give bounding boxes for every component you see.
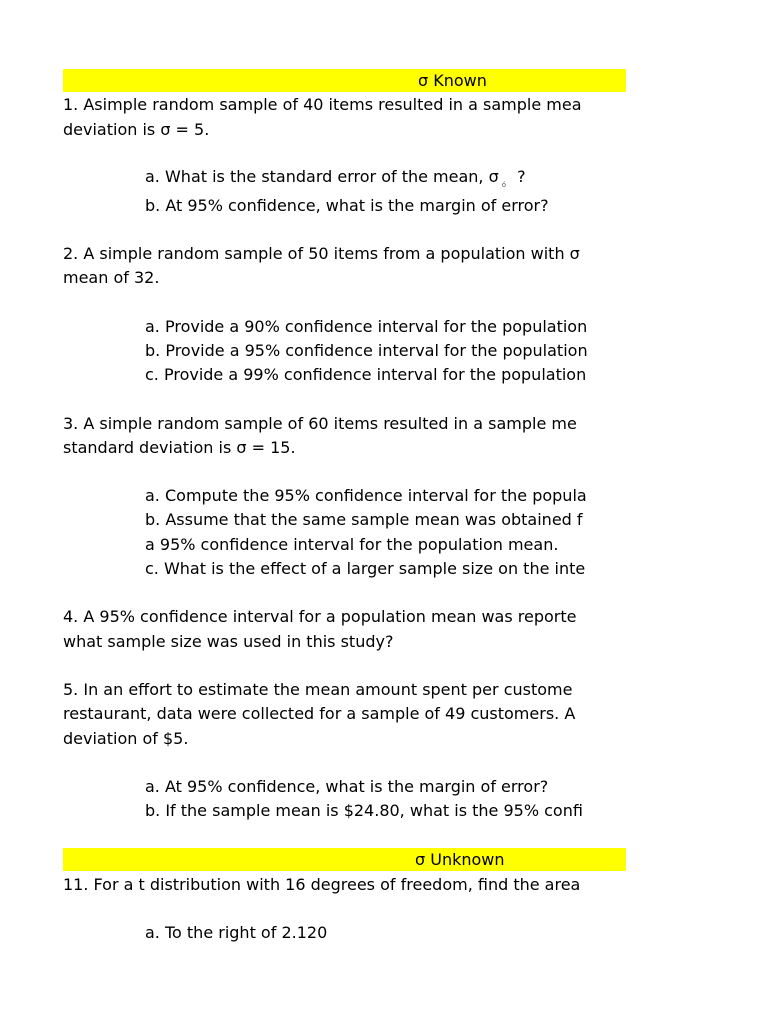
- question-2-line-1: 2. A simple random sample of 50 items from a population with σ: [63, 244, 580, 263]
- question-1-line-2: deviation is σ = 5.: [63, 120, 210, 139]
- question-4-line-2: what sample size was used in this study?: [63, 632, 394, 651]
- sigma-unknown-header: [63, 848, 626, 871]
- x-bar-subscript: ó: [501, 181, 507, 189]
- sigma-known-header: [63, 69, 626, 92]
- question-mark: ?: [517, 167, 526, 186]
- question-5-line-1: 5. In an effort to estimate the mean amount spent per custome: [63, 680, 573, 699]
- question-5-line-3: deviation of $5.: [63, 729, 189, 748]
- question-2-part-c: c. Provide a 99% confidence interval for the population: [145, 365, 587, 384]
- question-1-part-b: b. At 95% confidence, what is the margin of error?: [145, 196, 549, 215]
- question-5-part-b: b. If the sample mean is $24.80, what is the 95% confi: [145, 801, 583, 820]
- question-3-part-b-line-1: b. Assume that the same sample mean was obtained f: [145, 510, 583, 529]
- question-1-line-1: 1. Asimple random sample of 40 items resulted in a sample mea: [63, 95, 582, 114]
- question-1-part-a: [145, 166, 526, 196]
- question-5-line-2: restaurant, data were collected for a sample of 49 customers. A: [63, 704, 576, 723]
- spreadsheet-content: [63, 69, 626, 1024]
- question-11-part-a: a. To the right of 2.120: [145, 923, 328, 942]
- question-11-line-1: 11. For a t distribution with 16 degrees of freedom, find the area: [63, 875, 581, 894]
- question-2-line-2: mean of 32.: [63, 268, 160, 287]
- question-2-part-a: a. Provide a 90% confidence interval for the population: [145, 317, 588, 336]
- question-1-part-a-text: a. What is the standard error of the mean, σ: [145, 167, 499, 186]
- question-3-part-c: c. What is the effect of a larger sample size on the inte: [145, 559, 586, 578]
- question-3-part-a: a. Compute the 95% confidence interval for the popula: [145, 486, 587, 505]
- question-3-line-1: 3. A simple random sample of 60 items resulted in a sample me: [63, 414, 577, 433]
- question-5-part-a: a. At 95% confidence, what is the margin of error?: [145, 777, 549, 796]
- question-3-line-2: standard deviation is σ = 15.: [63, 438, 296, 457]
- sigma-unknown-label: σ Unknown: [415, 850, 505, 869]
- sigma-known-label: σ Known: [418, 71, 487, 90]
- question-3-part-b-line-2: a 95% confidence interval for the population mean.: [145, 535, 559, 554]
- question-4-line-1: 4. A 95% confidence interval for a population mean was reporte: [63, 607, 577, 626]
- question-2-part-b: b. Provide a 95% confidence interval for the population: [145, 341, 588, 360]
